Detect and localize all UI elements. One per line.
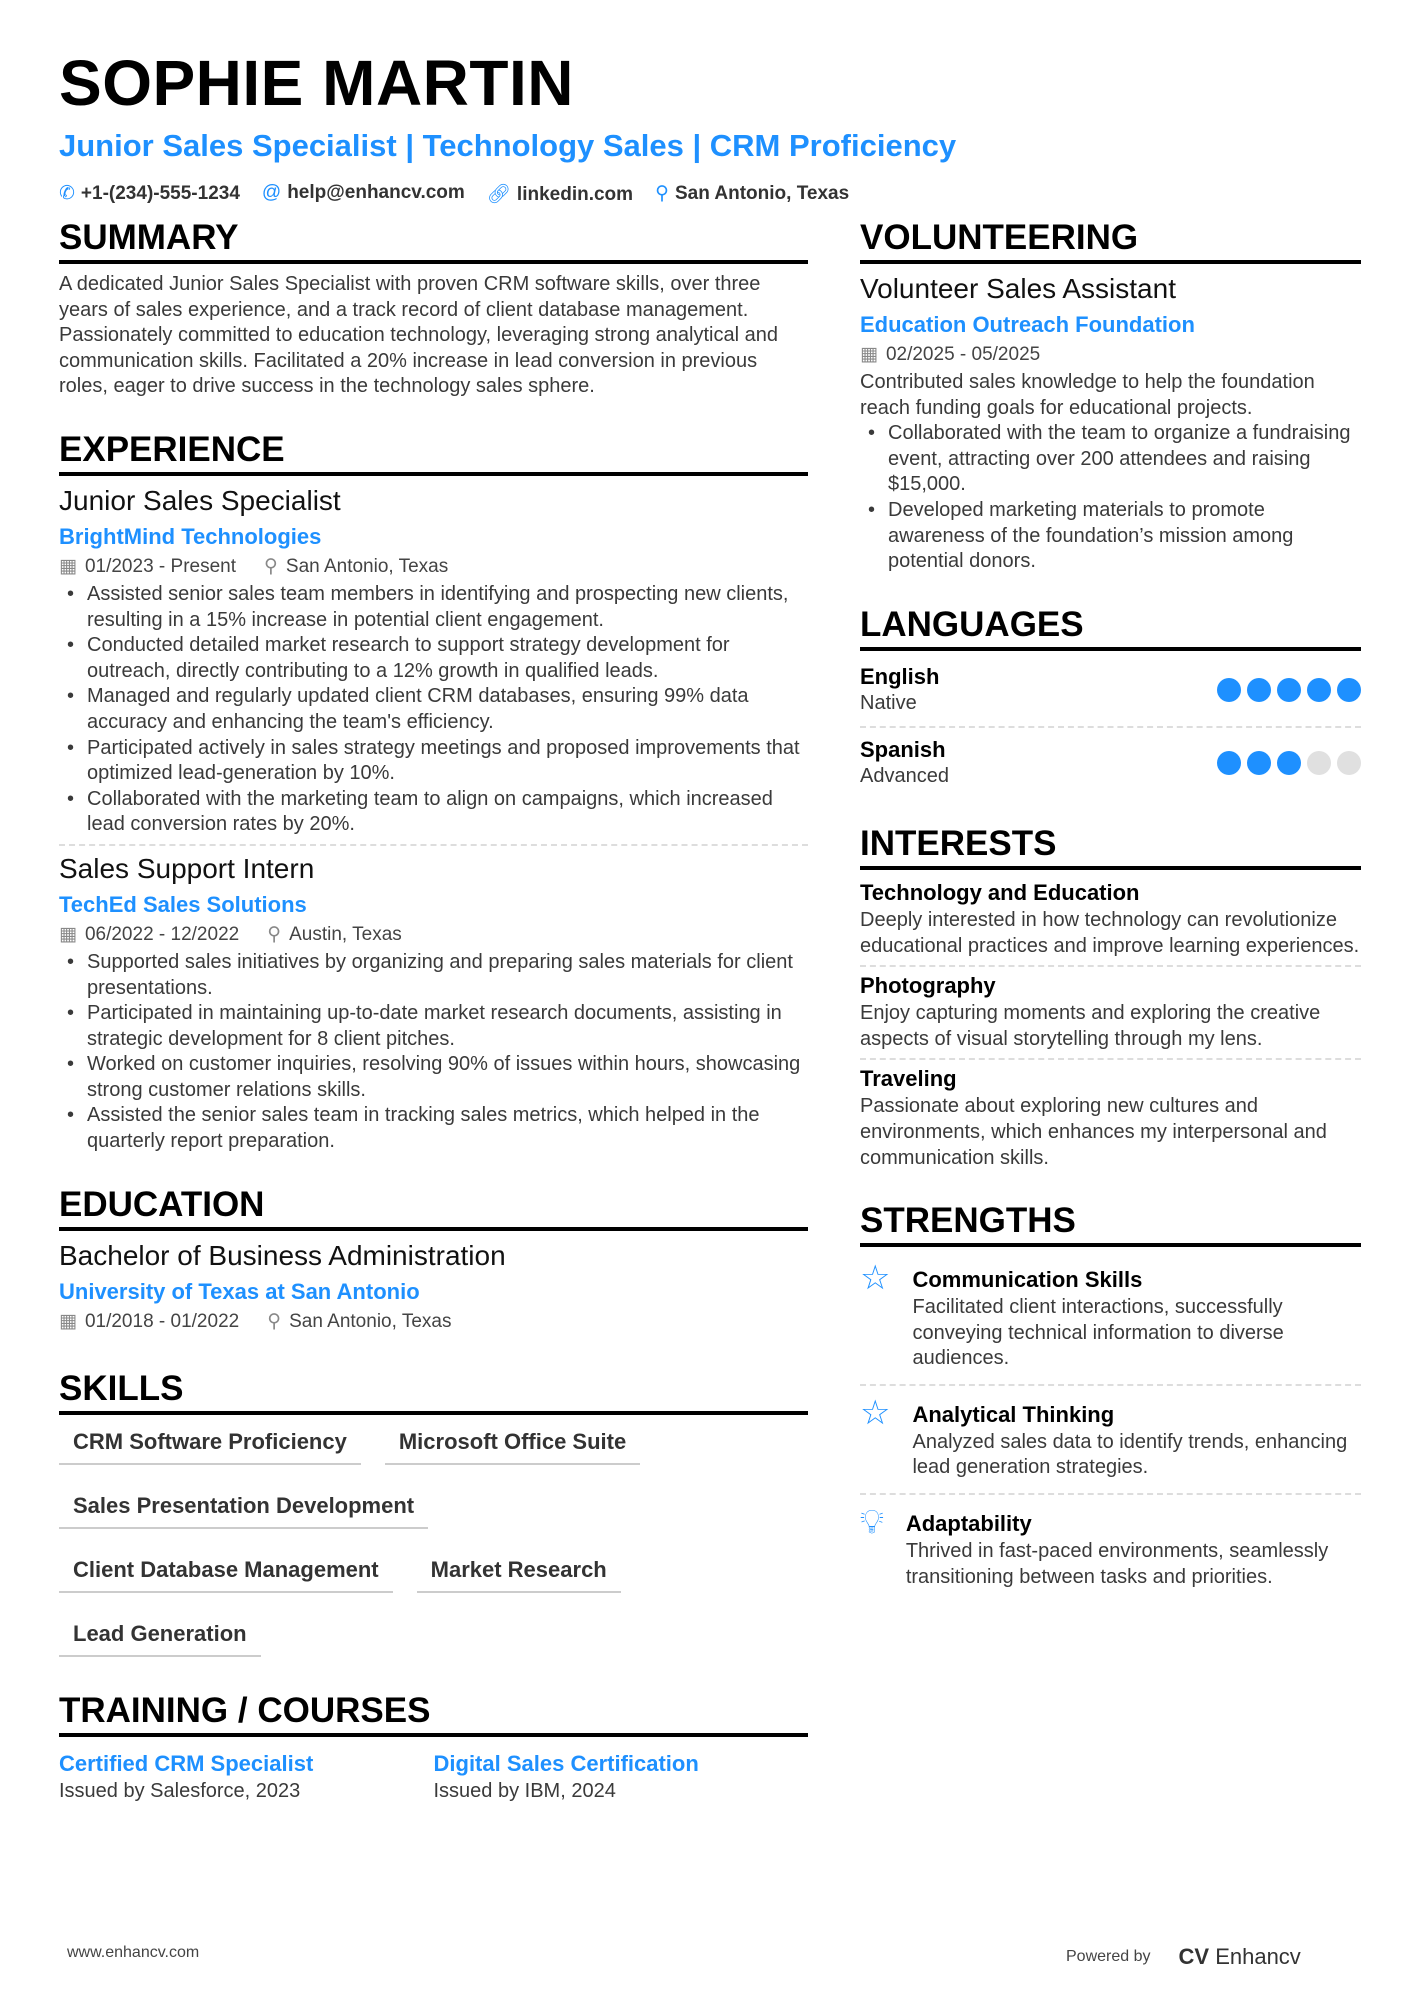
strength-title: Analytical Thinking (912, 1401, 1115, 1427)
skill-tag: Market Research (417, 1557, 621, 1593)
language-rating (1217, 751, 1361, 775)
strengths-list (860, 1255, 1361, 1596)
bullet: • Assisted senior sales team members in identifying and prospecting new clients, resulting in a 15% increase in potential client engagement. (59, 582, 808, 633)
star-icon: ☆ (860, 1259, 891, 1298)
divider (860, 1058, 1361, 1060)
interest-text: Deeply interested in how technology can revolutionize educational practices and improve learning experiences. (860, 908, 1360, 957)
section-heading: SKILLS (59, 1369, 808, 1415)
strength-text: Analyzed sales data to identify trends, enhancing lead generation strategies. (912, 1430, 1348, 1479)
rating-dot (1277, 678, 1301, 702)
left-column (59, 218, 808, 1804)
section-heading: SUMMARY (59, 218, 808, 264)
rating-dot (1307, 678, 1331, 702)
rating-dot (1337, 751, 1361, 775)
strength-item (860, 1499, 1361, 1596)
language-text (860, 663, 939, 717)
powered-by: Powered by (1066, 1948, 1151, 1965)
job-title: Junior Sales Specialist (59, 484, 341, 516)
section-heading: EDUCATION (59, 1185, 808, 1231)
language-item (860, 659, 1361, 721)
divider (860, 1384, 1361, 1386)
location-text: Austin, Texas (289, 923, 402, 945)
location (267, 922, 402, 948)
divider (860, 965, 1361, 967)
location-icon: ⚲ (264, 555, 278, 577)
skill-tag: Microsoft Office Suite (385, 1429, 640, 1465)
skill-tag: Sales Presentation Development (59, 1493, 428, 1529)
degree: Bachelor of Business Administration (59, 1239, 506, 1271)
rating-dot (1247, 751, 1271, 775)
calendar-icon: ▦ (59, 1310, 77, 1332)
language-level: Native (860, 691, 917, 714)
volunteer-dates: 02/2025 - 05/2025 (885, 344, 1041, 365)
section-heading: STRENGTHS (860, 1201, 1361, 1247)
language-name: English (860, 663, 940, 689)
location (264, 554, 448, 580)
experience-list (59, 484, 808, 1155)
company: BrightMind Technologies (59, 523, 322, 549)
bullet: • Participated in maintaining up-to-date market research documents, assisting in strategic development for 8 client pitches. (59, 1001, 808, 1052)
education-location: San Antonio, Texas (289, 1310, 452, 1332)
interest-text: Passionate about exploring new cultures and environments, which enhances my interpersonal and communication skills. (860, 1095, 1327, 1169)
strength-body (912, 1261, 1361, 1372)
education-dates: 01/2018 - 01/2022 (84, 1310, 240, 1332)
dates-text: 06/2022 - 12/2022 (84, 923, 240, 945)
bullet: • Conducted detailed market research to support strategy development for outreach, directly contributing to a 12% growth in qualified leads. (59, 633, 808, 684)
lightbulb-icon: 💡︎ (860, 1503, 884, 1542)
skill-tag: CRM Software Proficiency (59, 1429, 361, 1465)
language-item (860, 732, 1361, 794)
language-name: Spanish (860, 737, 946, 763)
footer-brand (1066, 1944, 1301, 1970)
rating-dot (1337, 678, 1361, 702)
contact-item[interactable] (655, 182, 849, 206)
summary-text: A dedicated Junior Sales Specialist with proven CRM software skills, over three years of sales experience, and a track record of client database management. Passionately committed to education technology, leveraging strong analytical and communication skills. Facilitated a 20% increase in lead conversion in previous roles, eager to drive success in the technology sales sphere. (59, 273, 778, 398)
rating-dot (1217, 751, 1241, 775)
strength-body (912, 1396, 1361, 1481)
bullet: • Collaborated with the marketing team to align on campaigns, which increased lead conversion rates by 20%. (59, 787, 808, 838)
contact-item[interactable] (262, 182, 465, 206)
right-column (860, 218, 1361, 1596)
school: University of Texas at San Antonio (59, 1278, 420, 1304)
language-rating (1217, 678, 1361, 702)
resume-header (59, 48, 956, 206)
interest-title: Photography (860, 973, 996, 999)
company: TechEd Sales Solutions (59, 891, 307, 917)
calendar-icon: ▦ (59, 555, 77, 577)
dates (59, 922, 239, 948)
language-level: Advanced (860, 765, 949, 788)
section-heading: EXPERIENCE (59, 430, 808, 476)
contact-item[interactable] (59, 182, 240, 206)
rating-dot (1307, 751, 1331, 775)
volunteer-bullets (860, 421, 1361, 575)
strength-title: Communication Skills (912, 1267, 1143, 1293)
job-title: Sales Support Intern (59, 852, 315, 884)
course-title: Digital Sales Certification (433, 1750, 699, 1776)
contact-text: linkedin.com (516, 184, 634, 205)
location-icon: ⚲ (267, 923, 282, 945)
section-heading: TRAINING / COURSES (59, 1691, 808, 1737)
section-heading: LANGUAGES (860, 605, 1361, 651)
volunteer-meta (860, 342, 1361, 368)
star-icon: ☆ (860, 1393, 891, 1432)
language-text (860, 736, 949, 790)
course (59, 1745, 434, 1805)
strength-text: Thrived in fast-paced environments, seamlessly transitioning between tasks and priorities. (905, 1540, 1329, 1588)
contact-text: help@enhancv.com (287, 182, 465, 203)
interest-title: Technology and Education (860, 879, 1140, 905)
volunteer-role: Volunteer Sales Assistant (860, 273, 1176, 304)
footer-website[interactable]: www.enhancv.com (67, 1944, 200, 1961)
education-meta (59, 1309, 808, 1335)
contact-text: San Antonio, Texas (674, 183, 850, 204)
location-icon: ⚲ (267, 1310, 282, 1332)
interest-text: Enjoy capturing moments and exploring the creative aspects of visual storytelling through my lens. (860, 1002, 1321, 1050)
location-text: San Antonio, Texas (285, 555, 449, 577)
skill-tag: Client Database Management (59, 1557, 393, 1593)
rating-dot (1247, 678, 1271, 702)
job-meta (59, 554, 808, 580)
divider (59, 844, 808, 846)
divider (860, 1493, 1361, 1495)
course (434, 1745, 809, 1805)
course-issuer: Issued by Salesforce, 2023 (59, 1779, 301, 1802)
volunteer-text: Contributed sales knowledge to help the foundation reach funding goals for educational projects. (860, 371, 1315, 419)
calendar-icon: ▦ (59, 923, 77, 945)
link-icon: 🔗︎ (486, 184, 511, 205)
dates (59, 554, 236, 580)
strength-body (906, 1505, 1361, 1590)
location-icon: ⚲ (655, 183, 669, 204)
bullet: • Participated actively in sales strategy meetings and proposed improvements that optimized lead-generation by 10%. (59, 736, 808, 787)
skills-list (59, 1429, 808, 1657)
logo-mark-icon: CV (1178, 1944, 1210, 1969)
interests-list (860, 878, 1361, 1171)
course-title: Certified CRM Specialist (59, 1750, 314, 1776)
section-heading: VOLUNTEERING (860, 218, 1361, 264)
candidate-name: SOPHIE MARTIN (59, 47, 574, 119)
courses-list (59, 1745, 808, 1805)
candidate-title: Junior Sales Specialist | Technology Sales | CRM Proficiency (59, 128, 957, 163)
calendar-icon: ▦ (860, 344, 878, 365)
bullet: • Worked on customer inquiries, resolving 90% of issues within hours, showcasing strong customer relations skills. (59, 1052, 808, 1103)
bullet-list (59, 582, 808, 838)
bullet: • Managed and regularly updated client CRM databases, ensuring 99% data accuracy and enhancing the team's efficiency. (59, 684, 808, 735)
bullet: • Developed marketing materials to promote awareness of the foundation’s mission among potential donors. (860, 498, 1361, 575)
enhancv-logo: CV Enhancv (1178, 1944, 1301, 1969)
bullet: • Supported sales initiatives by organizing and preparing sales materials for client presentations. (59, 950, 808, 1001)
skill-tag: Lead Generation (59, 1621, 261, 1657)
interest-title: Traveling (860, 1066, 957, 1092)
at-icon: @ (261, 182, 282, 203)
contact-text: +1-(234)-555-1234 (80, 183, 240, 204)
job-meta (59, 922, 808, 948)
strength-item (860, 1255, 1361, 1378)
dates-text: 01/2023 - Present (84, 555, 236, 577)
bullet-list (59, 950, 808, 1155)
languages-list (860, 659, 1361, 794)
strength-title: Adaptability (905, 1511, 1032, 1537)
section-heading: INTERESTS (860, 824, 1361, 870)
contact-list (59, 182, 956, 206)
phone-icon: ✆ (59, 183, 75, 204)
divider (860, 726, 1361, 728)
strength-text: Facilitated client interactions, successfully conveying technical information to diverse audiences. (912, 1296, 1284, 1370)
strength-item (860, 1390, 1361, 1487)
course-issuer: Issued by IBM, 2024 (433, 1779, 616, 1802)
contact-item[interactable] (487, 182, 633, 206)
rating-dot (1277, 751, 1301, 775)
bullet: • Assisted the senior sales team in tracking sales metrics, which helped in the quarterly report preparation. (59, 1103, 808, 1154)
volunteer-org: Education Outreach Foundation (860, 312, 1195, 337)
rating-dot (1217, 678, 1241, 702)
bullet: • Collaborated with the team to organize a fundraising event, attracting over 200 attendees and raising $15,000. (860, 421, 1361, 498)
